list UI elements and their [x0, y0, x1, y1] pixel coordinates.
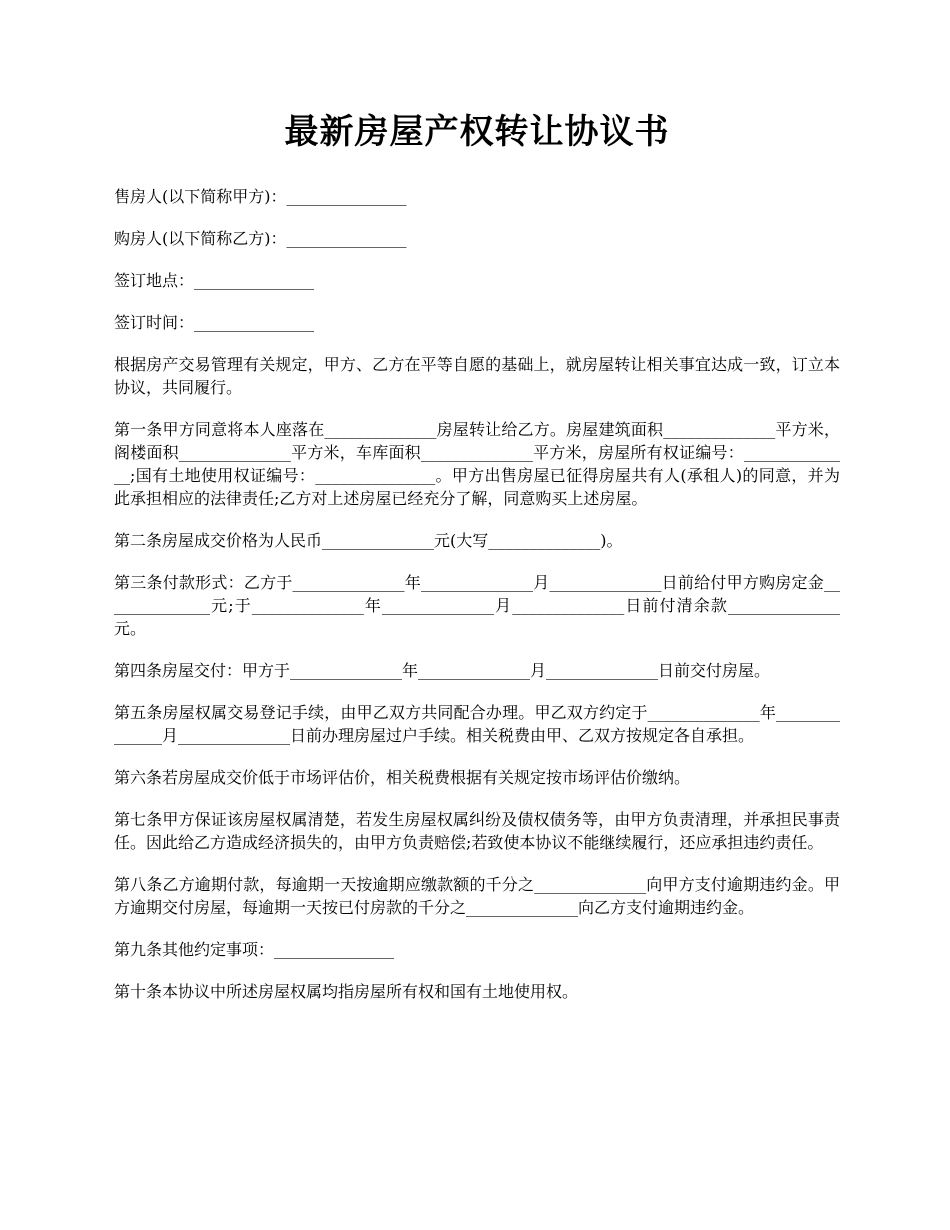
- document-title: 最新房屋产权转让协议书: [284, 112, 670, 152]
- article-8: 第八条乙方逾期付款，每逾期一天按逾期应缴款额的千分之______________向甲方支付逾期违约金。甲方逾期交付房屋，每逾期一天按已付房款的千分之______________向乙方支付逾期违约金。: [114, 874, 840, 917]
- buyer-line: 购房人(以下简称乙方)：_______________: [114, 228, 407, 248]
- article-7: 第七条甲方保证该房屋权属清楚，若发生房屋权属纠纷及债权债务等，由甲方负责清理，并承担民事责任。因此给乙方造成经济损失的，由甲方负责赔偿;若致使本协议不能继续履行，还应承担违约责任。: [114, 809, 840, 852]
- preamble-paragraph: 根据房产交易管理有关规定，甲方、乙方在平等自愿的基础上，就房屋转让相关事宜达成一致，订立本协议，共同履行。: [114, 354, 840, 397]
- seller-line: 售房人(以下简称甲方)：_______________: [114, 186, 407, 206]
- article-6: 第六条若房屋成交价低于市场评估价，相关税费根据有关规定按市场评估价缴纳。: [114, 767, 691, 787]
- article-2: 第二条房屋成交价格为人民币______________元(大写______________)。: [114, 530, 623, 550]
- article-5: 第五条房屋权属交易登记手续，由甲乙双方共同配合办理。甲乙双方约定于______________年______________月______________日前办理房屋过户手续。相关税费由甲、乙双方按规定各自承担。: [114, 702, 840, 745]
- article-3: 第三条付款形式：乙方于______________年______________月______________日前给付甲方购房定金______________元;于______________年______________月______________日前付清余款______________元。: [114, 572, 840, 638]
- signing-time-line: 签订时间：_______________: [114, 312, 315, 332]
- article-9: 第九条其他约定事项：_______________: [114, 939, 395, 959]
- article-10: 第十条本协议中所述房屋权属均指房屋所有权和国有土地使用权。: [114, 981, 579, 1001]
- document-page: [114, 112, 840, 1022]
- article-4: 第四条房屋交付：甲方于______________年______________月______________日前交付房屋。: [114, 660, 771, 680]
- article-1: 第一条甲方同意将本人座落在______________房屋转让给乙方。房屋建筑面积______________平方米，阁楼面积______________平方米，车库面积______________平方米，房屋所有权证编号：______________;国有土地使用权证编号：_______________。甲方出售房屋已征得房屋共有人(承租人)的同意，并为此承担相应的法律责任;乙方对上述房屋已经充分了解，同意购买上述房屋。: [114, 419, 840, 508]
- signing-place-line: 签订地点：_______________: [114, 270, 315, 290]
